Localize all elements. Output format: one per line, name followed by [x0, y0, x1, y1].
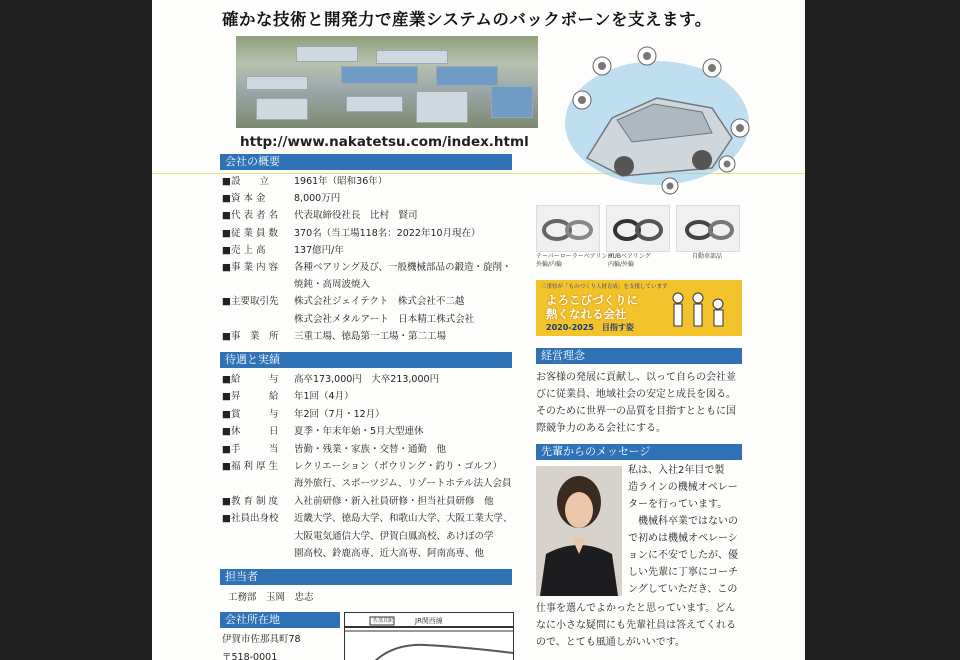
address-line-2: 〒518-0001 — [222, 652, 278, 660]
message-line: ので、とても風通しがいいです。 — [536, 637, 685, 648]
parts-photo-auto — [676, 205, 740, 252]
info-row — [222, 193, 341, 205]
banner-years: 2020-2025 目指す姿 — [546, 323, 634, 332]
contact-person: 工務部 玉岡 忠志 — [228, 592, 314, 603]
message-line: なに小さな疑問にも先輩社員は答えてくれる — [536, 620, 736, 631]
info-value: 大阪電気通信大学、伊賀白鳳高校、あけぼの学 — [294, 530, 494, 542]
map-station-label: JR関西線 — [415, 617, 443, 625]
message-line: 造ラインの機械オペレー — [628, 482, 738, 493]
info-key: ■設 立 — [222, 176, 269, 187]
message-line: ターを行っています。 — [628, 499, 728, 510]
section-contact: 担当者 — [220, 569, 512, 585]
info-value: 8,000万円 — [294, 193, 341, 205]
info-row — [222, 461, 503, 473]
parts-caption-2b: 内輪/外輪 — [608, 261, 635, 268]
info-value: 年2回（7月・12月） — [294, 408, 385, 420]
info-row — [222, 210, 418, 222]
people-illustration — [666, 290, 738, 334]
address-line-1: 伊賀市佐那具町78 — [222, 634, 301, 645]
info-value: 入社前研修・新入社員研修・担当社員研修 他 — [294, 495, 494, 507]
info-key: ■給 与 — [222, 374, 279, 385]
banner-title — [546, 293, 638, 321]
info-row — [222, 426, 424, 438]
car-bearing-illustration — [562, 38, 752, 198]
info-key: ■主要取引先 — [222, 296, 279, 308]
left-margin — [0, 0, 152, 660]
info-value: 近畿大学、徳島大学、和歌山大学、大阪工業大学、 — [294, 513, 513, 525]
message-line: しい先輩に丁寧にコーチ — [628, 567, 738, 578]
info-value: 三重工場、徳島第一工場・第二工場 — [294, 330, 447, 342]
info-row — [222, 548, 485, 560]
message-text-right — [628, 462, 748, 598]
info-row — [222, 478, 512, 490]
banner-line-1: よろこびづくりに — [546, 293, 638, 307]
info-value: 370名（当工場118名：2022年10月現在） — [294, 227, 481, 239]
info-key: ■事 業 所 — [222, 330, 279, 342]
section-philosophy: 経営理念 — [536, 348, 742, 364]
banner-line-2: 熱くなれる会社 — [546, 307, 627, 321]
factory-aerial-photo — [236, 36, 538, 128]
info-row — [222, 296, 465, 308]
info-value: レクリエーション（ボウリング・釣り・ゴルフ） — [294, 461, 503, 472]
message-line: 仕事を選んでよかったと思っています。どん — [536, 603, 736, 614]
info-row — [222, 313, 475, 326]
info-row — [222, 330, 447, 343]
philosophy-line: お客様の発展に貢献し、以って自らの会社並 — [536, 372, 736, 383]
section-message: 先輩からのメッセージ — [536, 444, 742, 460]
parts-caption-1b: 外輪/内輪 — [536, 261, 563, 268]
info-value: 株式会社メタルアート 日本精工株式会社 — [294, 313, 475, 325]
info-row — [222, 244, 344, 257]
info-key: ■休 日 — [222, 426, 279, 438]
message-line: 機械科卒業ではないの — [628, 516, 738, 527]
parts-photo-hub — [606, 205, 670, 252]
info-key: ■事 業 内 容 — [222, 262, 279, 273]
info-value: 株式会社ジェイテクト 株式会社不二越 — [294, 296, 465, 308]
info-row — [222, 443, 447, 456]
info-value: 代表取締役社長 比村 賢司 — [294, 210, 418, 222]
info-key: ■従 業 員 数 — [222, 227, 279, 239]
info-row — [222, 530, 494, 543]
philosophy-line: そのために世界一の品質を目指すとともに国 — [536, 406, 736, 417]
philosophy-line: 際競争力のある会社にする。 — [536, 423, 666, 434]
section-overview: 会社の概要 — [220, 154, 512, 170]
banner-top-text: 三重県が「ものづくり人材育成」を支援しています — [541, 284, 668, 290]
info-value: 年1回（4月） — [294, 391, 354, 403]
info-key: ■昇 給 — [222, 391, 279, 403]
philosophy-line: びに従業員、地域社会の安定と成長を図る。 — [536, 389, 736, 400]
promo-banner — [536, 280, 742, 336]
info-key: ■資 本 金 — [222, 193, 266, 205]
message-line: で初めは機械オペレーシ — [628, 533, 738, 544]
parts-caption-3a: 自動車部品 — [692, 253, 723, 260]
info-row — [222, 513, 513, 525]
message-text-full — [536, 600, 751, 651]
info-row — [222, 391, 354, 403]
info-row — [222, 374, 440, 386]
parts-photo-taper — [536, 205, 600, 252]
info-value: 137億円/年 — [294, 244, 344, 256]
info-key: ■福 利 厚 生 — [222, 461, 279, 472]
access-map — [344, 612, 514, 660]
info-key: ■代 表 者 名 — [222, 210, 279, 222]
info-key: ■手 当 — [222, 443, 279, 455]
info-value: 皆勤・残業・家族・交替・通勤 他 — [294, 443, 447, 455]
section-address: 会社所在地 — [220, 612, 340, 628]
message-line: ョンに不安でしたが、優 — [628, 550, 738, 561]
info-value: 夏季・年末年始・5月大型連休 — [294, 426, 424, 438]
info-row — [222, 262, 512, 274]
info-row — [222, 495, 494, 508]
brochure-page — [152, 0, 805, 660]
message-line: ングしていただき、この — [628, 584, 738, 595]
info-value: 海外旅行、スポーツジム、リゾートホテル法人会員 — [294, 478, 512, 490]
parts-caption-1a: テーパーローラーベアリング — [536, 253, 614, 260]
info-value: 1961年（昭和36年） — [294, 176, 388, 187]
info-key: ■売 上 高 — [222, 244, 266, 256]
section-benefits: 待遇と実績 — [220, 352, 512, 368]
company-url[interactable]: http://www.nakatetsu.com/index.html — [240, 134, 529, 150]
info-row — [222, 408, 385, 421]
info-value: 各種ベアリング及び、一般機械部品の鍛造・旋削・ — [294, 262, 512, 273]
info-value: 高卒173,000円 大卒213,000円 — [294, 374, 440, 385]
employee-portrait — [536, 466, 622, 596]
info-key: ■賞 与 — [222, 408, 279, 420]
parts-caption-2a: HUBベアリング — [608, 253, 651, 260]
map-river-label: 佐那具駅 — [373, 618, 394, 624]
info-value: 焼鈍・高周波焼入 — [294, 279, 371, 291]
right-margin — [805, 0, 960, 660]
info-value: 園高校、鈴鹿高専、近大高専、阿南高専、他 — [294, 548, 485, 559]
info-key: ■教 育 制 度 — [222, 495, 279, 507]
info-key: ■社員出身校 — [222, 513, 279, 525]
info-row — [222, 176, 388, 188]
info-row — [222, 279, 371, 291]
info-row — [222, 227, 481, 240]
philosophy-text — [536, 369, 746, 437]
headline: 確かな技術と開発力で産業システムのバックボーンを支えます。 — [222, 10, 712, 29]
message-line: 私は、入社2年目で製 — [628, 465, 725, 476]
